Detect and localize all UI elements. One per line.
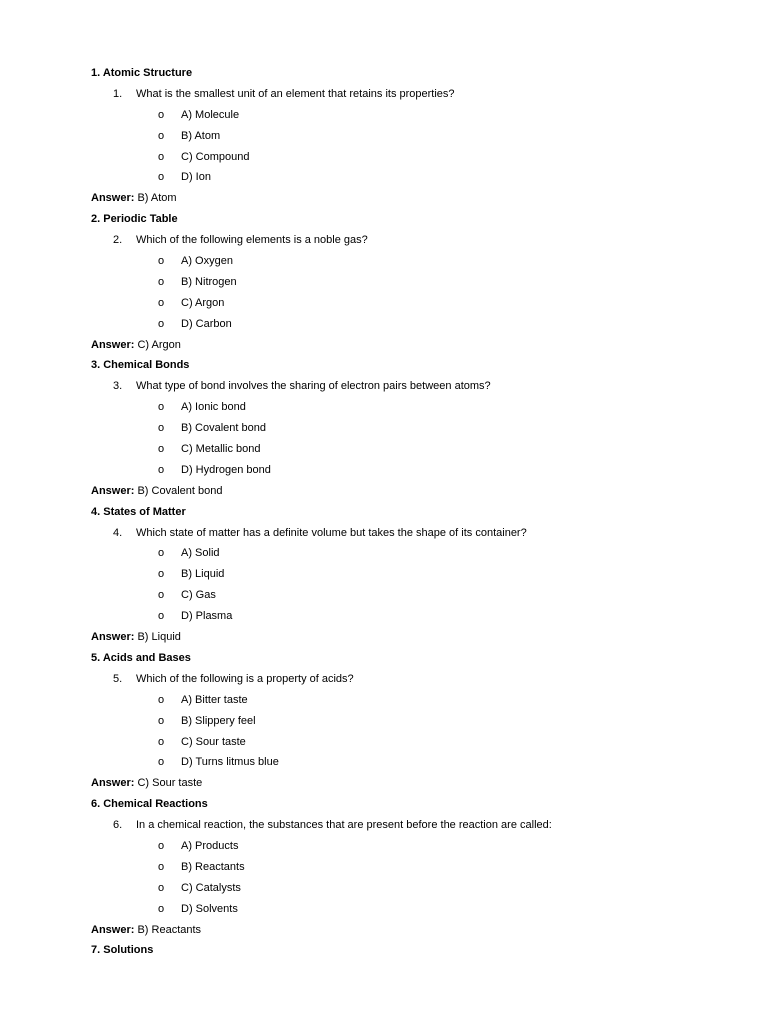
bullet-icon: o <box>158 401 165 414</box>
option-item <box>0 543 768 564</box>
option-text: C) Gas <box>181 589 216 602</box>
question-number: 4. <box>113 526 123 539</box>
option-text: B) Atom <box>181 129 221 142</box>
answer-line <box>0 627 768 648</box>
option-item <box>0 564 768 585</box>
bullet-icon: o <box>158 735 165 748</box>
option-item <box>0 732 768 753</box>
option-item <box>0 167 768 188</box>
bullet-icon: o <box>158 547 165 560</box>
bullet-icon: o <box>158 568 165 581</box>
bullet-icon: o <box>158 129 165 142</box>
option-text: B) Liquid <box>181 568 225 581</box>
bullet-icon: o <box>158 902 165 915</box>
answer-text: B) Atom <box>137 192 177 205</box>
answer-text: B) Liquid <box>137 631 181 644</box>
option-item <box>0 606 768 627</box>
bullet-icon: o <box>158 171 165 184</box>
option-text: C) Metallic bond <box>181 443 261 456</box>
bullet-icon: o <box>158 610 165 623</box>
bullet-icon: o <box>158 296 165 309</box>
question <box>0 669 768 690</box>
section-heading: 5. Acids and Bases <box>91 651 191 664</box>
option-text: C) Compound <box>181 150 250 163</box>
option-text: A) Molecule <box>181 108 240 121</box>
bullet-icon: o <box>158 693 165 706</box>
question-number: 3. <box>113 380 123 393</box>
option-text: D) Ion <box>181 171 211 184</box>
answer-label: Answer: <box>91 192 135 205</box>
section-heading: 3. Chemical Bonds <box>91 359 190 372</box>
question-number: 5. <box>113 672 123 685</box>
question <box>0 230 768 251</box>
question-number: 6. <box>113 819 123 832</box>
bullet-icon: o <box>158 443 165 456</box>
option-text: B) Covalent bond <box>181 422 266 435</box>
bullet-icon: o <box>158 589 165 602</box>
question-text: Which of the following elements is a noble gas? <box>136 234 368 247</box>
option-text: D) Turns litmus blue <box>181 756 279 769</box>
option-text: B) Reactants <box>181 860 245 873</box>
bullet-icon: o <box>158 756 165 769</box>
answer-label: Answer: <box>91 923 135 936</box>
option-item <box>0 857 768 878</box>
section-heading: 7. Solutions <box>91 944 154 957</box>
answer-label: Answer: <box>91 777 135 790</box>
option-text: C) Sour taste <box>181 735 246 748</box>
answer-line <box>0 481 768 502</box>
answer-line <box>0 920 768 941</box>
question-text: In a chemical reaction, the substances that are present before the reaction are called: <box>136 819 552 832</box>
option-text: A) Solid <box>181 547 220 560</box>
bullet-icon: o <box>158 275 165 288</box>
answer-text: C) Sour taste <box>137 777 203 790</box>
answer-line <box>0 335 768 356</box>
answer-label: Answer: <box>91 338 135 351</box>
answer-line <box>0 188 768 209</box>
option-item <box>0 690 768 711</box>
answer-text: B) Covalent bond <box>137 484 223 497</box>
question <box>0 815 768 836</box>
option-item <box>0 460 768 481</box>
option-item <box>0 314 768 335</box>
option-text: B) Nitrogen <box>181 275 237 288</box>
option-item <box>0 711 768 732</box>
bullet-icon: o <box>158 714 165 727</box>
option-item <box>0 397 768 418</box>
option-text: D) Solvents <box>181 902 238 915</box>
section-heading: 4. States of Matter <box>91 505 186 518</box>
section-heading: 1. Atomic Structure <box>91 67 193 79</box>
bullet-icon: o <box>158 422 165 435</box>
option-text: D) Hydrogen bond <box>181 463 271 476</box>
option-text: D) Carbon <box>181 317 232 330</box>
bullet-icon: o <box>158 860 165 873</box>
document-page <box>0 63 768 961</box>
question-text: What type of bond involves the sharing of electron pairs between atoms? <box>136 380 491 393</box>
answer-label: Answer: <box>91 631 135 644</box>
option-text: B) Slippery feel <box>181 714 256 727</box>
option-item <box>0 293 768 314</box>
question-number: 1. <box>113 87 123 100</box>
option-item <box>0 836 768 857</box>
option-text: C) Argon <box>181 296 225 309</box>
bullet-icon: o <box>158 839 165 852</box>
option-text: A) Ionic bond <box>181 401 246 414</box>
option-text: A) Oxygen <box>181 255 233 268</box>
option-item <box>0 418 768 439</box>
option-item <box>0 899 768 920</box>
bullet-icon: o <box>158 317 165 330</box>
answer-label: Answer: <box>91 484 135 497</box>
bullet-icon: o <box>158 463 165 476</box>
option-item <box>0 585 768 606</box>
bullet-icon: o <box>158 150 165 163</box>
answer-text: B) Reactants <box>137 923 202 936</box>
option-item <box>0 878 768 899</box>
answer-text: C) Argon <box>137 338 181 351</box>
option-item <box>0 126 768 147</box>
bullet-icon: o <box>158 881 165 894</box>
bullet-icon: o <box>158 255 165 268</box>
option-text: D) Plasma <box>181 610 233 623</box>
option-text: C) Catalysts <box>181 881 241 894</box>
option-item <box>0 439 768 460</box>
option-item <box>0 251 768 272</box>
option-text: A) Bitter taste <box>181 693 248 706</box>
question-number: 2. <box>113 234 123 247</box>
answer-line <box>0 773 768 794</box>
option-item <box>0 752 768 773</box>
section-heading: 6. Chemical Reactions <box>91 798 208 811</box>
option-item <box>0 147 768 168</box>
question-text: What is the smallest unit of an element that retains its properties? <box>136 87 455 100</box>
option-item <box>0 105 768 126</box>
bullet-icon: o <box>158 108 165 121</box>
question <box>0 523 768 544</box>
question <box>0 376 768 397</box>
option-item <box>0 272 768 293</box>
question-text: Which of the following is a property of acids? <box>136 672 354 685</box>
question-text: Which state of matter has a definite volume but takes the shape of its container? <box>136 526 527 539</box>
question <box>0 84 768 105</box>
section-heading: 2. Periodic Table <box>91 213 178 226</box>
option-text: A) Products <box>181 839 239 852</box>
